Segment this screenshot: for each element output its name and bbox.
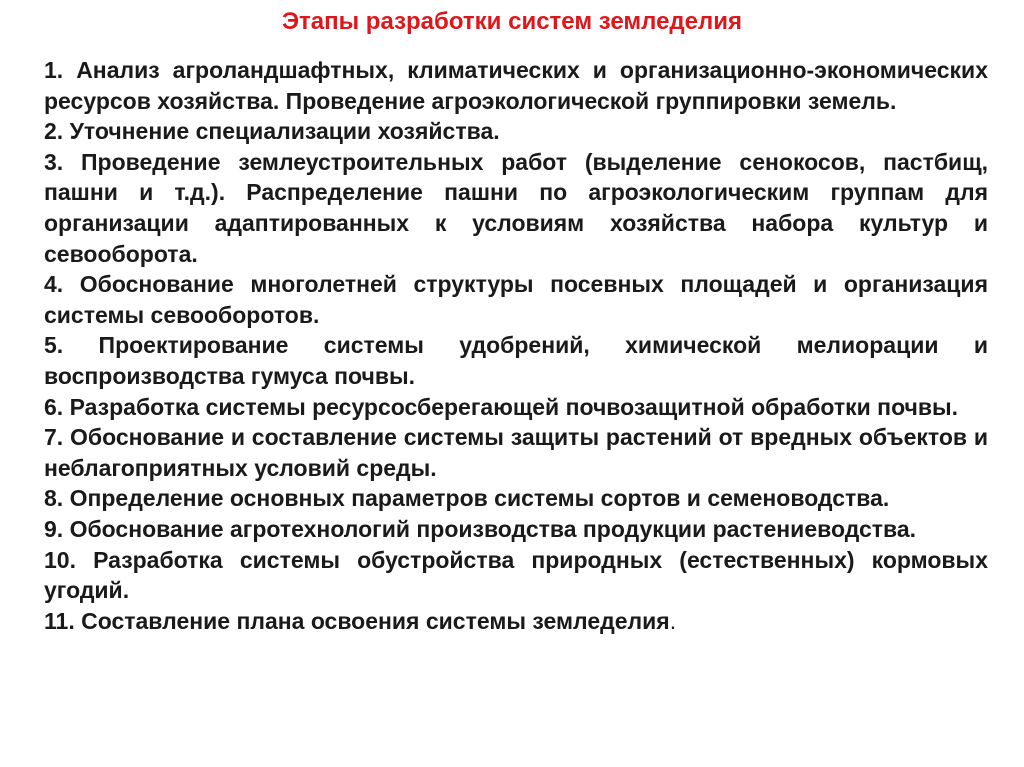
list-item: 7. Обоснование и составление системы защиты растений от вредных объектов и неблагоприятных условий среды. <box>44 424 988 481</box>
list-item: 8. Определение основных параметров системы сортов и семеноводства. <box>44 485 890 512</box>
final-mark: . <box>669 607 677 634</box>
list-item: 5. Проектирование системы удобрений, химической мелиорации и воспроизводства гумуса почвы. <box>44 332 988 389</box>
list-item-last <box>44 606 988 637</box>
list-item: 1. Анализ агроландшафтных, климатических и организационно-экономических ресурсов хозяйства. Проведение агроэкологической группировки земель. <box>44 57 988 114</box>
list-item: 9. Обоснование агротехнологий производства продукции растениеводства. <box>44 515 917 542</box>
list-item: 3. Проведение землеустроительных работ (выделение сенокосов, пастбищ, пашни и т.д.). Распределение пашни по агроэкологическим группам для организации адаптированных к условиям хозяйства набора культур и севооборота. <box>44 148 988 267</box>
list-item: 10. Разработка системы обустройства природных (естественных) кормовых угодий. <box>44 546 988 604</box>
list-item: 6. Разработка системы ресурсосберегающей почвозащитной обработки почвы. <box>44 393 959 420</box>
list-item: 4. Обоснование многолетней структуры посевных площадей и организация системы севооборотов. <box>44 271 988 328</box>
stages-list <box>44 55 988 636</box>
list-item: 2. Уточнение специализации хозяйства. <box>44 118 500 145</box>
slide-title: Этапы разработки систем земледелия <box>281 8 743 35</box>
list-item-text: 11. Составление плана освоения системы земледелия <box>44 607 670 634</box>
